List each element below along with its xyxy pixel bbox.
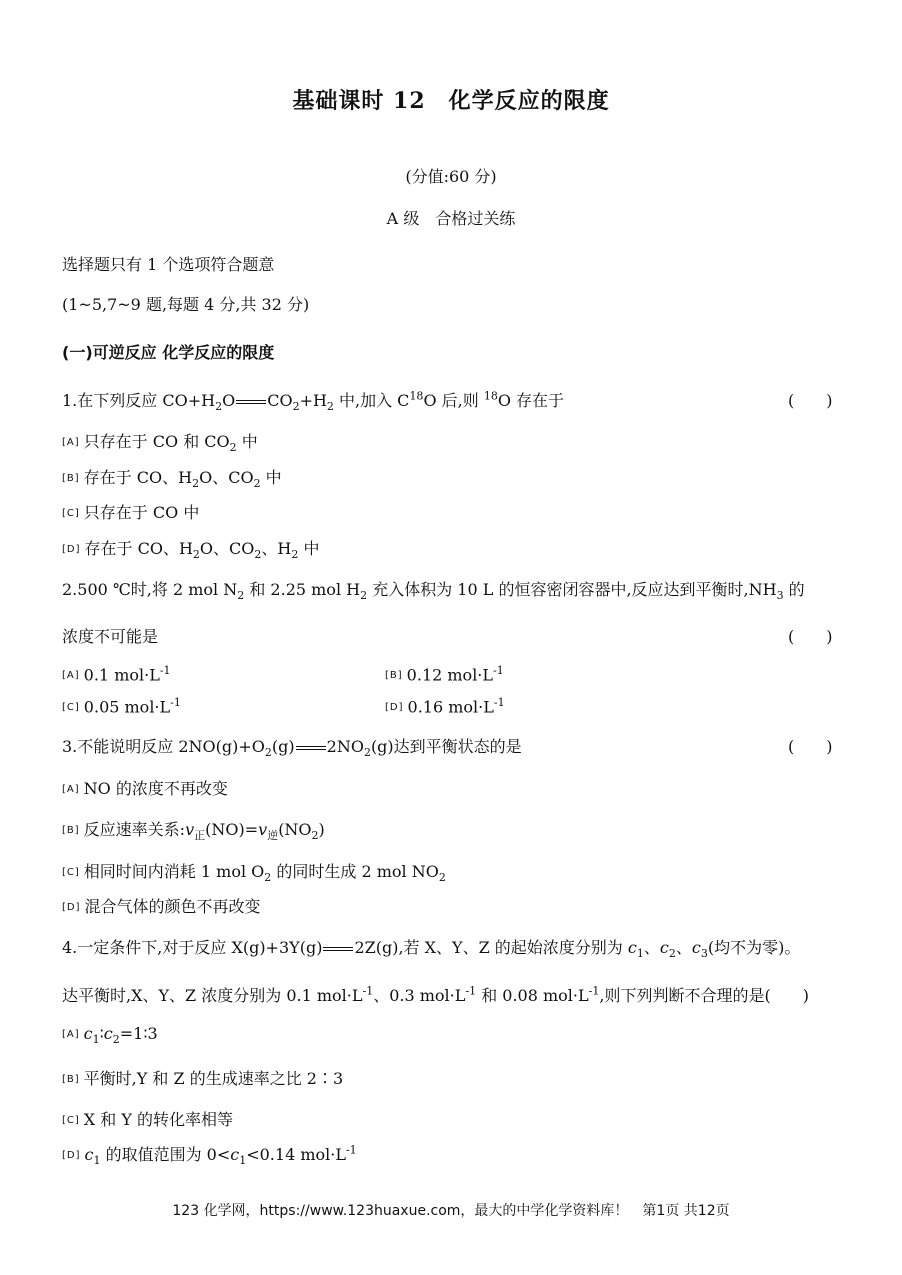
q3-option-b: [B] 反应速率关系$:v_正(NO)=v_逆(NO_2)$: [62, 820, 325, 843]
instruction-1: 选择题只有 1 个选项符合题意: [62, 255, 275, 274]
question-4-stem: 4.一定条件下,对于反应 X(g)+3Y(g) 2Z(g),若 X、Y、Z 的起始浓度分别为 $c_1$、$c_2$、$c_3$(均不为零)。: [62, 938, 801, 961]
question-4-stem-cont: 达平衡时,X、Y、Z 浓度分别为 0.1 $mol\cdot L^{-1}$、0.3 $mol\cdot L^{-1}$ 和 0.08 $mol\cdot L^{-1}$,则下列判断不合理的是( ): [62, 984, 809, 1005]
equilibrium-arrow-icon: [296, 743, 326, 753]
section-heading: (一)可逆反应 化学反应的限度: [62, 343, 275, 362]
page-footer: 123 化学网，https://www.123huaxue.com，最大的中学化学资料库！ 第1页 共12页: [172, 1203, 730, 1219]
q1-option-c: [C] 只存在于 CO 中: [62, 503, 200, 522]
answer-bracket: ( ): [788, 737, 833, 756]
q3-option-a: [A] NO 的浓度不再改变: [62, 779, 228, 798]
q3-option-d: [D] 混合气体的颜色不再改变: [62, 897, 261, 916]
answer-bracket: ( ): [788, 391, 833, 410]
question-3-stem: 3.不能说明反应 $2NO(g)+O_2(g)$ $2NO_2(g)$达到平衡状态的是: [62, 737, 522, 760]
question-2-stem: 2.500 ℃时,将 2 mol $N_2$ 和 2.25 mol $H_2$ 充入体积为 10 L 的恒容密闭容器中,反应达到平衡时$,NH_3$ 的: [62, 580, 805, 603]
question-1-stem: 1.在下列反应 $CO+H_2O$ $CO_2+H_2$ 中,加入 $C^{18}O$ 后,则 $^{18}$O 存在于: [62, 389, 565, 414]
q2-option-c: [C] 0.05 $mol\cdot L^{-1}$: [62, 696, 181, 717]
instruction-2: (1~5,7~9 题,每题 4 分,共 32 分): [62, 295, 310, 314]
q4-option-b: [B] 平衡时,Y 和 Z 的生成速率之比 2∶3: [62, 1069, 344, 1088]
score-line: (分值:60 分): [405, 167, 497, 186]
question-2-stem-cont: 浓度不可能是: [62, 627, 159, 646]
q4-option-c: [C] X 和 Y 的转化率相等: [62, 1110, 234, 1129]
q2-option-d: [D] 0.16 $mol\cdot L^{-1}$: [385, 696, 505, 717]
q4-option-d: [D] $c_1$ 的取值范围为 $0<c_1<0.14$ $mol\cdot L^{-1}$: [62, 1143, 357, 1168]
page-title: 基础课时 12 化学反应的限度: [292, 88, 610, 114]
q1-option-b: [B] 存在于 CO、$H_2O$、$CO_2$ 中: [62, 468, 282, 491]
q3-option-c: [C] 相同时间内消耗 1 mol $O_2$ 的同时生成 2 mol $NO_2$: [62, 862, 446, 885]
level-heading: A 级 合格过关练: [386, 209, 516, 228]
equilibrium-arrow-icon: [236, 397, 266, 407]
q1-option-a: [A] 只存在于 CO 和 $CO_2$ 中: [62, 432, 258, 455]
answer-bracket: ( ): [788, 627, 833, 646]
q2-option-b: [B] 0.12 $mol\cdot L^{-1}$: [385, 664, 504, 685]
q1-option-d: [D] 存在于 CO、$H_2O$、$CO_2$、$H_2$ 中: [62, 539, 320, 562]
equilibrium-arrow-icon: [323, 944, 353, 954]
q2-option-a: [A] 0.1 $mol\cdot L^{-1}$: [62, 664, 171, 685]
q4-option-a: [A] $c_1∶c_2=1∶3$: [62, 1024, 158, 1047]
